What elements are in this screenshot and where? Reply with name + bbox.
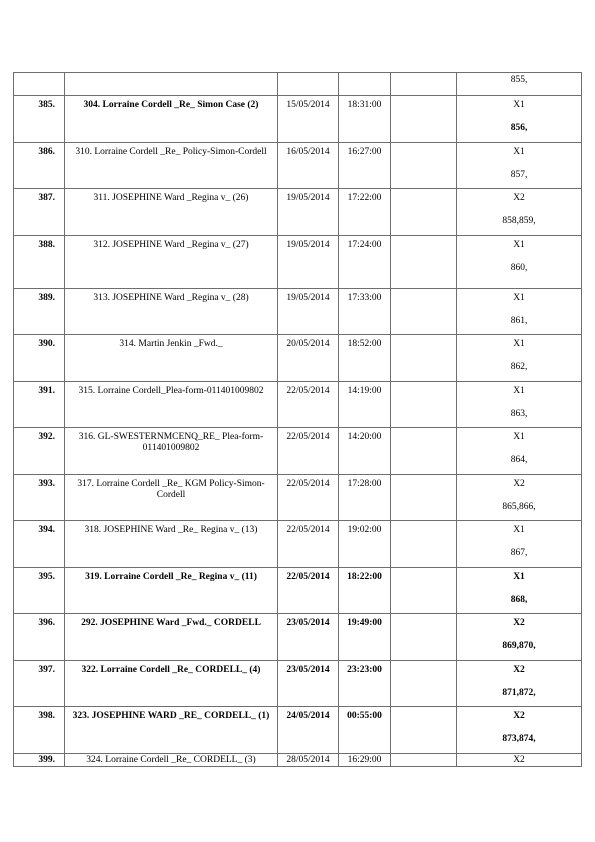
page-count: X1 xyxy=(513,100,525,110)
document-date: 22/05/2014 xyxy=(278,475,339,521)
document-title xyxy=(65,73,278,96)
document-time: 18:31:00 xyxy=(339,96,391,143)
document-title: 310. Lorraine Cordell _Re_ Policy-Simon-Cordell xyxy=(65,143,278,189)
page-count-cell xyxy=(457,189,582,236)
row-number: 393. xyxy=(14,475,65,521)
table-row xyxy=(14,475,582,521)
page-numbers: 868, xyxy=(510,595,528,605)
page-count-cell xyxy=(457,143,582,189)
page-numbers: 856, xyxy=(510,123,528,133)
page-numbers: 858,859, xyxy=(502,216,536,226)
table-row xyxy=(14,614,582,661)
document-date: 22/05/2014 xyxy=(278,521,339,568)
page-count: X2 xyxy=(513,755,525,765)
empty-cell xyxy=(391,335,457,382)
empty-cell xyxy=(391,143,457,189)
row-number: 391. xyxy=(14,382,65,428)
document-time: 19:49:00 xyxy=(339,614,391,661)
document-date: 23/05/2014 xyxy=(278,614,339,661)
document-title: 316. GL-SWESTERNMCENQ_RE_ Plea-form-011401009802 xyxy=(65,428,278,475)
page-count-cell xyxy=(457,614,582,661)
document-date: 19/05/2014 xyxy=(278,189,339,236)
page-count-cell xyxy=(457,707,582,754)
empty-cell xyxy=(391,236,457,289)
empty-cell xyxy=(391,96,457,143)
document-index-table xyxy=(13,72,582,767)
page-numbers: 864, xyxy=(510,455,528,465)
page-count: X1 xyxy=(513,386,525,396)
page-count-cell xyxy=(457,289,582,335)
document-date: 20/05/2014 xyxy=(278,335,339,382)
document-time xyxy=(339,73,391,96)
page-numbers: 871,872, xyxy=(502,688,536,698)
table-row xyxy=(14,661,582,707)
page-numbers: 857, xyxy=(510,170,528,180)
empty-cell xyxy=(391,189,457,236)
page-count-cell xyxy=(457,236,582,289)
page-count: X2 xyxy=(513,479,525,489)
row-number: 395. xyxy=(14,568,65,614)
document-time: 16:29:00 xyxy=(339,754,391,767)
document-time: 19:02:00 xyxy=(339,521,391,568)
document-date: 23/05/2014 xyxy=(278,661,339,707)
row-number: 394. xyxy=(14,521,65,568)
document-date: 24/05/2014 xyxy=(278,707,339,754)
table-row xyxy=(14,189,582,236)
page-count: X1 xyxy=(513,525,525,535)
document-time: 14:20:00 xyxy=(339,428,391,475)
empty-cell xyxy=(391,289,457,335)
page-numbers: 862, xyxy=(510,362,528,372)
document-title: 313. JOSEPHINE Ward _Regina v_ (28) xyxy=(65,289,278,335)
page-numbers: 860, xyxy=(510,263,528,273)
document-date xyxy=(278,73,339,96)
empty-cell xyxy=(391,568,457,614)
table-row xyxy=(14,382,582,428)
page-numbers: 873,874, xyxy=(502,734,536,744)
document-date: 28/05/2014 xyxy=(278,754,339,767)
empty-cell xyxy=(391,614,457,661)
row-number: 385. xyxy=(14,96,65,143)
document-time: 18:52:00 xyxy=(339,335,391,382)
document-title: 311. JOSEPHINE Ward _Regina v_ (26) xyxy=(65,189,278,236)
row-number: 387. xyxy=(14,189,65,236)
page-count-cell xyxy=(457,73,582,96)
table-row xyxy=(14,73,582,96)
page-count-cell xyxy=(457,475,582,521)
document-time: 14:19:00 xyxy=(339,382,391,428)
row-number: 389. xyxy=(14,289,65,335)
page-numbers: 869,870, xyxy=(502,641,536,651)
table-row xyxy=(14,143,582,189)
document-date: 15/05/2014 xyxy=(278,96,339,143)
row-number: 386. xyxy=(14,143,65,189)
page-count-cell xyxy=(457,96,582,143)
empty-cell xyxy=(391,73,457,96)
table-row xyxy=(14,236,582,289)
document-date: 22/05/2014 xyxy=(278,568,339,614)
document-time: 17:24:00 xyxy=(339,236,391,289)
page-numbers: 861, xyxy=(510,316,528,326)
page-count: X2 xyxy=(513,665,525,675)
table-row xyxy=(14,568,582,614)
page-count: X2 xyxy=(513,193,525,203)
document-time: 17:22:00 xyxy=(339,189,391,236)
document-title: 323. JOSEPHINE WARD _RE_ CORDELL_ (1) xyxy=(65,707,278,754)
empty-cell xyxy=(391,661,457,707)
page-count: X2 xyxy=(513,711,525,721)
row-number: 399. xyxy=(14,754,65,767)
table-row xyxy=(14,707,582,754)
table-row xyxy=(14,335,582,382)
row-number: 397. xyxy=(14,661,65,707)
empty-cell xyxy=(391,428,457,475)
document-title: 315. Lorraine Cordell_Plea-form-011401009802 xyxy=(65,382,278,428)
row-number: 390. xyxy=(14,335,65,382)
table-row xyxy=(14,521,582,568)
table-row xyxy=(14,428,582,475)
document-title: 322. Lorraine Cordell _Re_ CORDELL_ (4) xyxy=(65,661,278,707)
document-title: 304. Lorraine Cordell _Re_ Simon Case (2) xyxy=(65,96,278,143)
document-date: 19/05/2014 xyxy=(278,236,339,289)
document-time: 23:23:00 xyxy=(339,661,391,707)
table-row xyxy=(14,96,582,143)
row-number: 388. xyxy=(14,236,65,289)
document-time: 16:27:00 xyxy=(339,143,391,189)
page-count: X1 xyxy=(513,147,525,157)
page-count-cell xyxy=(457,754,582,767)
page-numbers: 867, xyxy=(510,548,528,558)
document-title: 324. Lorraine Cordell _Re_ CORDELL_ (3) xyxy=(65,754,278,767)
page-count: X1 xyxy=(513,293,525,303)
document-title: 317. Lorraine Cordell _Re_ KGM Policy-Simon-Cordell xyxy=(65,475,278,521)
page-count: X1 xyxy=(513,432,525,442)
page-count-cell xyxy=(457,521,582,568)
page-numbers: 855, xyxy=(510,75,528,85)
row-number: 396. xyxy=(14,614,65,661)
page-count: X1 xyxy=(513,339,525,349)
document-title: 312. JOSEPHINE Ward _Regina v_ (27) xyxy=(65,236,278,289)
document-date: 22/05/2014 xyxy=(278,382,339,428)
page-count-cell xyxy=(457,335,582,382)
page-count: X1 xyxy=(513,572,525,582)
empty-cell xyxy=(391,521,457,568)
document-title: 314. Martin Jenkin _Fwd._ xyxy=(65,335,278,382)
row-number xyxy=(14,73,65,96)
table-row xyxy=(14,754,582,767)
document-title: 319. Lorraine Cordell _Re_ Regina v_ (11) xyxy=(65,568,278,614)
page-count-cell xyxy=(457,661,582,707)
empty-cell xyxy=(391,707,457,754)
table-row xyxy=(14,289,582,335)
document-time: 18:22:00 xyxy=(339,568,391,614)
empty-cell xyxy=(391,754,457,767)
document-date: 22/05/2014 xyxy=(278,428,339,475)
row-number: 392. xyxy=(14,428,65,475)
document-time: 17:33:00 xyxy=(339,289,391,335)
document-date: 19/05/2014 xyxy=(278,289,339,335)
document-time: 17:28:00 xyxy=(339,475,391,521)
empty-cell xyxy=(391,382,457,428)
empty-cell xyxy=(391,475,457,521)
document-date: 16/05/2014 xyxy=(278,143,339,189)
page-count-cell xyxy=(457,382,582,428)
page-numbers: 863, xyxy=(510,409,528,419)
page-count: X1 xyxy=(513,240,525,250)
row-number: 398. xyxy=(14,707,65,754)
page-count: X2 xyxy=(513,618,525,628)
document-title: 318. JOSEPHINE Ward _Re_ Regina v_ (13) xyxy=(65,521,278,568)
page-count-cell xyxy=(457,568,582,614)
document-time: 00:55:00 xyxy=(339,707,391,754)
page-count-cell xyxy=(457,428,582,475)
page-numbers: 865,866, xyxy=(502,502,536,512)
document-title: 292. JOSEPHINE Ward _Fwd._ CORDELL xyxy=(65,614,278,661)
